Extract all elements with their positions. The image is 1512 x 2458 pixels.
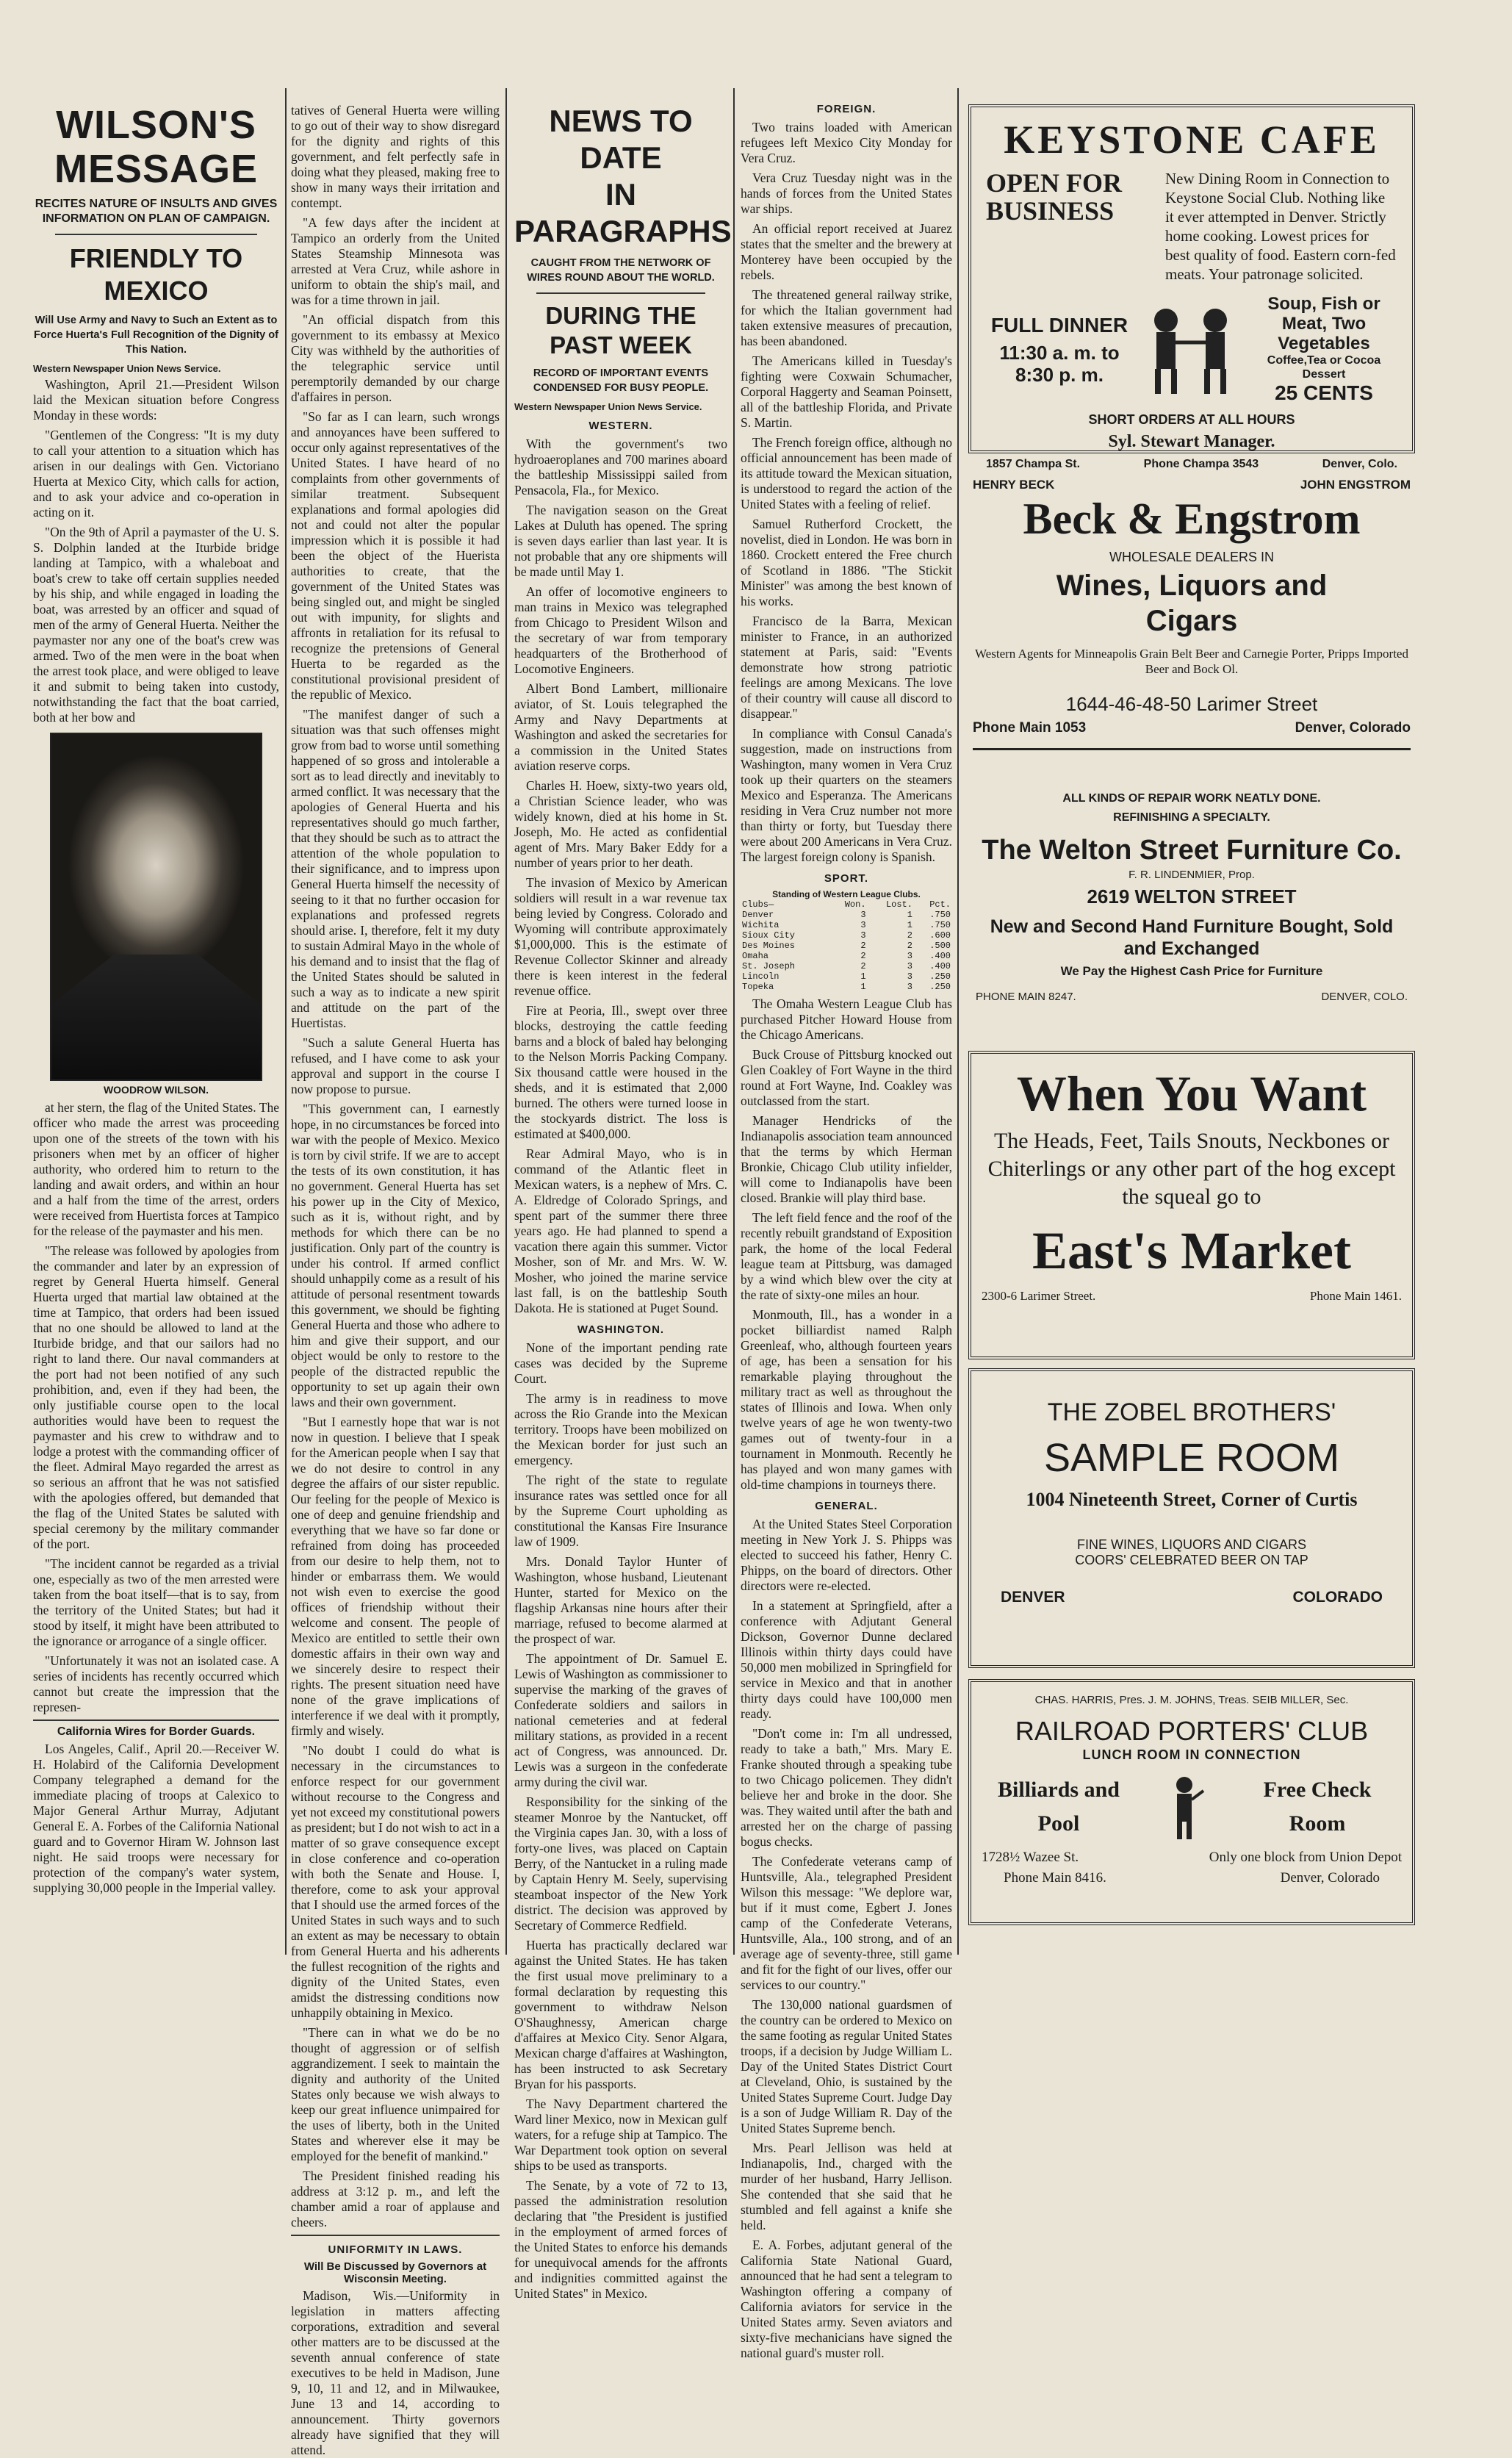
club-name: Topeka (742, 982, 774, 992)
paragraph: Two trains loaded with American refugees left Mexico City Monday for Vera Cruz. (741, 120, 952, 165)
paragraph: The Senate, by a vote of 72 to 13, passed the administration resolution declaring that "the President is justified in the employment of armed forces of the United States to enforce his demands for unequivocal amends for the affronts and indignities committed against the United States" in Mexico. (514, 2178, 727, 2301)
ad-phone: Phone Main 1461. (1309, 1289, 1402, 1303)
ad-menu: Soup, Fish or Meat, Two Vegetables (1267, 294, 1380, 353)
paragraph: In compliance with Consul Canada's suggestion, made on instructions from Washington, many women in Vera Cruz took up their quarters on the steamers Mexico and Esperanza. The Americans residing in Vera Cruz number not more than thirty or forty, but Tuesday there were about 200 Americans in Vera Cruz. The largest foreign colony is Spanish. (741, 726, 952, 864)
ad-footer-2 (982, 1870, 1402, 1886)
ad-short-orders: SHORT ORDERS AT ALL HOURS (1088, 412, 1295, 427)
ad-free-check: Free Check (1263, 1778, 1372, 1802)
ad-owner-right: JOHN ENGSTROM (1300, 478, 1411, 492)
paragraph: Mrs. Pearl Jellison was held at Indianapolis, Ind., charged with the murder of her husband, Harry Jellison. She contended that she said that he stumbled and fell against a knife she held. (741, 2141, 952, 2232)
paragraph: At the United States Steel Corporation meeting in New York J. S. Phipps was elected to succeed his father, Henry C. Phipps, on the board of directors. Other directors were re-elected. (741, 1517, 952, 1593)
section-heading: SPORT. (824, 872, 869, 885)
paragraph: The navigation season on the Great Lakes at Duluth has opened. The spring is seven days earlier than last year. It is not probable that any ore shipments will be made until May 1. (514, 503, 727, 579)
paragraph: Mrs. Donald Taylor Hunter of Washington, whose husband, Lieutenant Hunter, started for Mexico on the flagship Arkansas nine hours after their marriage, refused to become alarmed at the prospect of war. (514, 1554, 727, 1646)
portrait-coat (51, 955, 261, 1079)
ad-railroad-porters (968, 1679, 1415, 1925)
photo-caption: WOODROW WILSON. (103, 1084, 209, 1096)
ad-proprietor: F. R. LINDENMIER, Prop. (1128, 869, 1255, 881)
ad-pool: Pool (1037, 1811, 1080, 1836)
club-name: Sioux City (742, 930, 796, 941)
paragraph: "This government can, I earnestly hope, in no circumstances be forced into war with the people of Mexico. Mexico is torn by civil strife. If we are to accept the tests of its own constitution, it has no government. General Huerta has set his power up in the City of Mexico, such as it is, without right, and by methods for which there can be no justification. Only part of the country is under his control. If armed conflict should unhappily come as a result of his attitude of personal resentment towards this government, we should be fighting General Huerta and those who adhere to him and give their support, and our object would be only to restore to the people of the distracted republic the opportunity to set up again their own laws and their own government. (291, 1102, 500, 1409)
paragraph: The left field fence and the roof of the recently rebuilt grandstand of Exposition park, the home of the local Federal league team at Pittsburg, was damaged by a wind which blew over the city at the rate of sixty-one miles an hour. (741, 1210, 952, 1302)
deck: CAUGHT FROM THE NETWORK OF WIRES ROUND ABOUT THE WORLD. (527, 257, 715, 284)
deck: RECITES NATURE OF INSULTS AND GIVES INFORMATION ON PLAN OF CAMPAIGN. (35, 198, 278, 225)
paragraph: The Confederate veterans camp of Huntsville, Ala., telegraphed President Wilson this message: "We deplore war, but if it must come, Egbert J. Jones camp of the Confederate Veterans, Huntsville, Ala., 100 strong, and of an average age of seventy-three, still game and fit for the fight of our lives, offer our services to our country." (741, 1854, 952, 1992)
ad-title: RAILROAD PORTERS' CLUB (1015, 1716, 1369, 1746)
paragraph: None of the important pending rate cases was decided by the Supreme Court. (514, 1340, 727, 1386)
paragraph: Albert Bond Lambert, millionaire aviator, of St. Louis telegraphed the Army and Navy Departments at Washington and asked the secretaries for a commission in the United States aviation reserve corps. (514, 681, 727, 773)
ad-title: Beck & Engstrom (1023, 495, 1361, 543)
paragraph: Los Angeles, Calif., April 20.—Receiver W. H. Holabird of the California Development Company telegraphed a demand for the immediate placing of troops at Calexico to Major General Arthur Murray, Adjutant General E. A. Forbes of the California National guard and to Governor Hiram W. Johnson last night. He said troops were necessary for protection of the company's water system, supplying 30,000 people in the Imperial valley. (33, 1742, 279, 1895)
ad-footer (986, 458, 1397, 471)
wins: 3 (860, 930, 866, 941)
ad-officers: CHAS. HARRIS, Pres. J. M. JOHNS, Treas. SEIB MILLER, Sec. (1034, 1694, 1349, 1706)
column-rule (505, 88, 507, 1955)
headline-friendly: FRIENDLY TO MEXICO (69, 243, 243, 306)
paragraph: Buck Crouse of Pittsburg knocked out Glen Coakley of Fort Wayne in the third round at Fort Wayne, Ind. Coakley was outclassed from the start. (741, 1047, 952, 1108)
club-name: Denver (742, 910, 774, 920)
paragraph: The threatened general railway strike, for which the Italian government had taken extensive measures of precaution, has been abandoned. (741, 287, 952, 348)
ad-fine: FINE WINES, LIQUORS AND CIGARS (1076, 1537, 1307, 1552)
wins: 3 (860, 910, 866, 920)
wire-credit: Western Newspaper Union News Service. (514, 401, 702, 412)
paragraph: Monmouth, Ill., has a wonder in a pocket billiardist named Ralph Greenleaf, who, although fourteen years of age, has been a sensation for his remarkable playing throughout the military tract as well as throughout the states of Illinois and Iowa. When only twelve years of age he won twenty-two games out of twenty-four in a tournament in Monmouth. Recently he has played and won many games with old-time champions in tourneys there. (741, 1307, 952, 1492)
ad-footer (973, 720, 1411, 736)
divider (973, 748, 1411, 750)
paragraph: "So far as I can learn, such wrongs and annoyances have been suffered to occur only against representatives of the United States. I have heard of no complaints from other governments of similar treatment. Subsequent explanations and formal apologies did not and could not alter the popular impression which it is possible it had been the object of the Huerista authorities to create, that the government of the United States was being singled out, and might be singled out with impunity, for slights and affronts in retaliation for its refusal to recognize the pretensions of General Huerta to be regarded as the constitutional provisional president of the republic of Mexico. (291, 409, 500, 702)
ad-description: New and Second Hand Furniture Bought, Sold and Exchanged (990, 916, 1394, 959)
table-header: Won. (844, 899, 866, 910)
column-rule (285, 88, 287, 1955)
ad-footer (993, 1589, 1390, 1606)
wire-credit: Western Newspaper Union News Service. (33, 363, 221, 374)
ad-city: Denver, Colo. (1322, 458, 1397, 470)
ad-cash: We Pay the Highest Cash Price for Furniture (1060, 964, 1323, 978)
table-row (741, 920, 952, 930)
column-1 (33, 103, 279, 1991)
divider (33, 1719, 279, 1721)
paragraph: The right of the state to regulate insurance rates was settled once for all by the Supreme Court upholding as constitutional the Kansas Fire Insurance law of 1909. (514, 1473, 727, 1549)
table-row (741, 961, 952, 971)
table-row (741, 910, 952, 920)
table-row (741, 941, 952, 951)
paragraph: "Such a salute General Huerta has refused, and I have come to ask your approval and support in the course I now propose to pursue. (291, 1035, 500, 1096)
club-name: Omaha (742, 951, 769, 961)
ad-drinks: Coffee,Tea or Cocoa Dessert (1267, 354, 1381, 381)
paragraph: "Gentlemen of the Congress: "It is my duty to call your attention to a situation which has arisen in our dealings with Gen. Victoriano Huerta at Mexico City, which calls for action, and to ask your advice and co-operation in acting on it. (33, 428, 279, 520)
ad-address: 2619 WELTON STREET (1087, 885, 1297, 908)
paragraph: Vera Cruz Tuesday night was in the hands of forces from the United States war ships. (741, 170, 952, 216)
losses: 2 (907, 930, 912, 941)
wins: 3 (860, 920, 866, 930)
paragraph: The 130,000 national guardsmen of the country can be ordered to Mexico on the same footing as regular United States troops, if a decision by Judge William L. Day of the United States District Court at Cleveland, Ohio, is sustained by the United States Supreme Court. Judge Day is a son of Judge William R. Day of the United States Supreme bench. (741, 1997, 952, 2135)
paragraph: "Don't come in: I'm all undressed, ready to take a bath," Mrs. Mary E. Franke shouted through a speaking tube to two Chicago policemen. They didn't believe her and broke in the door. She was. They waited until after the bath and arrested her on the charge of passing bogus checks. (741, 1726, 952, 1849)
ad-name: East's Market (1032, 1221, 1351, 1280)
ad-city: DENVER, COLO. (1321, 991, 1408, 1003)
column-3 (514, 103, 732, 2301)
ad-illustration (1133, 298, 1250, 401)
ad-check-block (1233, 1773, 1402, 1841)
paragraph: Responsibility for the sinking of the steamer Monroe by the Nantucket, off the Virginia capes Jan. 30, with a loss of forty-one lives, was placed on Captain Berry, of the Nantucket in a ruling made by Captain Henry M. Seely, supervising steamboat inspector of the New York district. The decision was approved by Secretary of Commerce Redfield. (514, 1794, 727, 1933)
ad-address: 1644-46-48-50 Larimer Street (1065, 693, 1318, 715)
paragraph: Charles H. Hoew, sixty-two years old, a Christian Science leader, who was widely known, died at his home in St. Joseph, Mo. He acted as confidential agent of Mrs. Mary Baker Eddy for a number of years prior to her death. (514, 778, 727, 870)
ad-price: 25 CENTS (1275, 381, 1373, 404)
percentage: .600 (929, 930, 951, 941)
paragraph: The army is in readiness to move across the Rio Grande into the Mexican territory. Troops have been mobilized on the Mexican border for just such an emergency. (514, 1391, 727, 1467)
ad-beck-engstrom (968, 478, 1415, 772)
paragraph: The Americans killed in Tuesday's fighting were Coxwain Schumacher, Corporal Haggerty and Seaman Poinsett, all of the battleship Florida, and Private S. Martin. (741, 353, 952, 430)
divider (55, 234, 257, 235)
ad-footer (982, 1289, 1402, 1304)
percentage: .250 (929, 971, 951, 982)
table-header: Pct. (929, 899, 951, 910)
section-heading: FOREIGN. (816, 103, 876, 115)
paragraph: E. A. Forbes, adjutant general of the California State National Guard, announced that he had sent a telegram to Washington offering a company of California aviators for service in the United States army. Seven aviators and sixty-five mechanicians have signed the national guard's muster roll. (741, 2238, 952, 2360)
paragraph: "The release was followed by apologies from the commander and later by an expression of regret by General Huerta himself. General Huerta urged that martial law obtained at the time at Tampico, that orders had been issued that no one should be allowed to land at the Iturbide bridge, and that our sailors had no right to land there. Our naval commanders at the port had not been notified of any such prohibition, and, even if they had been, the only justifiable course open to the local authorities would have been to request the paymaster and his crew to withdraw and to lodge a protest with the commanding officer of the fleet. Admiral Mayo regarded the arrest as so serious an affront that he was not satisfied with the apologies offered, but demanded that the flag of the United States be saluted with special ceremony by the military commander of the port. (33, 1243, 279, 1551)
paragraph: "A few days after the incident at Tampico an orderly from the United States Steamship Minnesota was arrested at Vera Cruz, while ashore in uniform to obtain the ship's mail, and was for a time thrown in jail. (291, 215, 500, 307)
paragraph: "The manifest danger of such a situation was that such offenses might grow from bad to worse until something happened of so gross and intolerable a sort as to lead directly and inevitably to armed conflict. It was necessary that the apologies of General Huerta and his representatives should go much farther, that they should be such as to attract the attention of the whole population to their significance, and to impress upon General Huerta himself the necessity of seeing to it that no further occasion for explanations and professed regrets should arise. I, therefore, felt it my duty to sustain Admiral Mayo in the whole of his demand and to insist that the flag of the United States should be saluted in such a way as to indicate a new spirit and attitude on the part of the Huertistas. (291, 707, 500, 1030)
club-name: Wichita (742, 920, 780, 930)
ad-state-right: COLORADO (1292, 1589, 1383, 1606)
wins: 2 (860, 941, 866, 951)
paragraph: The President finished reading his address at 3:12 p. m., and left the chamber amid a roar of applause and cheers. (291, 2168, 500, 2229)
paragraph: "Unfortunately it was not an isolated case. A series of incidents has recently occurred which cannot but create the impression that the represen- (33, 1653, 279, 1714)
section-heading: GENERAL. (815, 1500, 878, 1512)
ad-address: 2300-6 Larimer Street. (982, 1289, 1096, 1303)
ad-address: 1728½ Wazee St. (982, 1850, 1079, 1865)
paragraph: "But I earnestly hope that war is not now in question. I believe that I speak for the American people when I say that we do not desire to control in any degree the affairs of our sister republic. Our feeling for the people of Mexico is one of deep and genuine friendship and everything that we have so far done or refrained from doing has proceeded from our desire to help them, not to hinder or embarrass them. We would not wish even to exercise the good offices of friendship without their welcome and consent. The people of Mexico are entitled to settle their own domestic affairs in their own way and we sincerely desire to respect their rights. The present situation need have none of the grave implications of interference if we deal with it promptly, firmly and wisely. (291, 1415, 500, 1738)
ad-line: REFINISHING A SPECIALTY. (1113, 811, 1270, 824)
wins: 1 (860, 982, 866, 992)
ad-lunch: LUNCH ROOM IN CONNECTION (1082, 1747, 1301, 1762)
section-heading: UNIFORMITY IN LAWS. (328, 2243, 463, 2256)
ad-description: New Dining Room in Connection to Keystone Social Club. Nothing like it ever attempted in Denver. Strictly home cooking. Lowest prices for best quality of food. Eastern corn-fed meats. Your patronage solicited. (1165, 170, 1396, 283)
ad-line: WHOLESALE DEALERS IN (1109, 550, 1275, 564)
ad-open-for-business: OPEN FOR BUSINESS (986, 168, 1122, 226)
paragraph: With the government's two hydroaeroplanes and 700 marines aboard the battleship Mississippi sailed from Pensacola, Fla., for Mexico. (514, 436, 727, 497)
paragraph: An offer of locomotive engineers to man trains in Mexico was telegraphed from Chicago to President Wilson and the secretary of war from temporary headquarters of the Brotherhood of Locomotive Engineers. (514, 584, 727, 676)
headline-news: NEWS TO DATE (549, 104, 693, 175)
ad-zobel-brothers (968, 1368, 1415, 1668)
table-header: Clubs— (742, 899, 774, 910)
ad-phone: Phone Main 8416. (1004, 1870, 1106, 1886)
ad-owners (973, 478, 1411, 492)
column-4 (741, 103, 952, 2360)
league-table-title: Standing of Western League Clubs. (772, 889, 921, 899)
paragraph: Huerta has practically declared war against the United States. He has taken the first usual move preliminary to a formal declaration by requesting this government to withdraw Nelson O'Shaughnessy, American charge d'affaires at Mexico City. Senor Algara, Mexican charge d'affaires at Washington, has been instructed to ask Secretary Bryan for his passports. (514, 1938, 727, 2091)
deck-2: RECORD OF IMPORTANT EVENTS CONDENSED FOR BUSY PEOPLE. (533, 367, 709, 394)
ad-footer-1 (982, 1850, 1402, 1866)
wins: 2 (860, 951, 866, 961)
paragraph: Francisco de la Barra, Mexican minister to France, in an authorized statement at Paris, said: "Events demonstrate how strong patriotic feelings are among Mexicans. The love of their country will cause all discord to disappear." (741, 614, 952, 721)
losses: 1 (907, 910, 912, 920)
ad-title: The Welton Street Furniture Co. (982, 835, 1402, 866)
portrait-photo (50, 733, 262, 1081)
ad-line: THE ZOBEL BROTHERS' (1047, 1398, 1336, 1426)
ad-dinner-block (986, 314, 1133, 386)
paragraph: An official report received at Juarez states that the smelter and the brewery at Monterey have been occupied by the rebels. (741, 221, 952, 282)
paragraph: Fire at Peoria, Ill., swept over three blocks, destroying the cattle feeding barns and a block of baled hay belonging to the Nelson Morris Packing Company. Six thousand cattle were housed in the sheds, and it is estimated that 2,000 burned. The others were turned loose in the stockyards district. The loss is estimated at $400,000. (514, 1003, 727, 1141)
ad-footer (976, 991, 1408, 1003)
losses: 3 (907, 961, 912, 971)
ad-city: Denver, Colorado (1280, 1870, 1380, 1886)
paragraph: at her stern, the flag of the United States. The officer who made the arrest was proceeding upon one of the streets of the town with his prisoners when met by an officer of higher authority, who ordered him to return to the landing and await orders, and within an hour and a half from the time of the arrest, orders were received from Huertista forces at Tampico for the release of the paymaster and his men. (33, 1100, 279, 1238)
wire-headline: California Wires for Border Guards. (57, 1725, 256, 1738)
paragraph: The Navy Department chartered the Ward liner Mexico, now in Mexican gulf waters, for a refuge ship at Tampico. The War Department took option on several ships to be used as transports. (514, 2096, 727, 2173)
ad-coors: COORS' CELEBRATED BEER ON TAP (1075, 1553, 1308, 1567)
paragraph: In a statement at Springfield, after a conference with Adjutant General Dickson, Governor Dunne declared Illinois within thirty days could have 50,000 men mobilized in Springfield for service in Mexico and that in another thirty days could have 100,000 men ready. (741, 1598, 952, 1721)
club-name: Des Moines (742, 941, 796, 951)
table-row (741, 930, 952, 941)
ad-room: Room (1289, 1811, 1346, 1836)
ad-phone: Phone Main 1053 (973, 720, 1087, 736)
ad-description: The Heads, Feet, Tails Snouts, Neckbones or Chiterlings or any other part of the hog except the squeal go to (987, 1129, 1396, 1209)
ad-dinner-title: FULL DINNER (990, 313, 1128, 337)
deck-2: Will Use Army and Navy to Such an Extent as to Force Huerta's Full Recognition of the Dignity of This Nation. (34, 315, 278, 356)
paragraph: "No doubt I could do what is necessary in the circumstances to enforce respect for our government without recourse to the Congress and yet not exceed my constitutional powers as president; but I do not wish to act in a matter of so grave consequence except in close conference and co-operation with both the Senate and House. I, therefore, come to ask your approval that I should use the armed forces of the United States in such ways and to such an extent as may be necessary to obtain from General Huerta and his adherents the fullest recognition of the rights and dignity of the United States, even amidst the distressing conditions now unhappily obtaining in Mexico. (291, 1743, 500, 2020)
ad-menu-block (1250, 294, 1397, 405)
ad-city-left: DENVER (1001, 1589, 1065, 1606)
column-rule (957, 88, 959, 1955)
ad-phone: PHONE MAIN 8247. (976, 991, 1076, 1003)
ad-easts-market (968, 1051, 1415, 1359)
table-header-row (741, 899, 952, 910)
ad-manager: Syl. Stewart Manager. (1108, 432, 1275, 451)
percentage: .400 (929, 951, 951, 961)
paragraph: The Omaha Western League Club has purchased Pitcher Howard House from the Chicago Americans. (741, 996, 952, 1042)
headline-wilsons: WILSON'S (56, 103, 256, 147)
ad-products: Wines, Liquors and Cigars (1056, 569, 1328, 637)
club-name: Lincoln (742, 971, 780, 982)
percentage: .750 (929, 920, 951, 930)
paragraph: Washington, April 21.—President Wilson laid the Mexican situation before Congress Monday in these words: (33, 377, 279, 423)
table-row (741, 951, 952, 961)
paragraph: Manager Hendricks of the Indianapolis association team announced that the terms by which Herman Bronkie, Chicago Club utility infielder, will come to Indianapolis have been closed. Brankie will play third base. (741, 1113, 952, 1205)
percentage: .250 (929, 982, 951, 992)
ad-dinner-hours: 11:30 a. m. to 8:30 p. m. (999, 341, 1120, 386)
ad-line: ALL KINDS OF REPAIR WORK NEATLY DONE. (1062, 792, 1321, 805)
section-heading: WASHINGTON. (577, 1323, 665, 1336)
losses: 1 (907, 920, 912, 930)
wins: 2 (860, 961, 866, 971)
ad-address: 1004 Nineteenth Street, Corner of Curtis (1026, 1489, 1358, 1510)
headline-past-week: DURING THE PAST WEEK (545, 302, 696, 359)
wins: 1 (860, 971, 866, 982)
deck: Will Be Discussed by Governors at Wisconsin Meeting. (303, 2260, 487, 2285)
ad-title: SAMPLE ROOM (1043, 1436, 1340, 1480)
ad-address: 1857 Champa St. (986, 458, 1081, 470)
divider (291, 2235, 500, 2236)
paragraph: Samuel Rutherford Crockett, the novelist, died in London. He was born in 1860. Crockett entered the Free church of Scotland in 1886. "The Stickit Minister" was among the best known of his works. (741, 517, 952, 608)
ad-owner-left: HENRY BECK (973, 478, 1055, 492)
divider (536, 292, 705, 294)
league-standings-table (741, 899, 952, 992)
paragraph: "An official dispatch from this government to its embassy at Mexico City was withheld by the authorities of the telegraphic service until peremptorily demanded by our charge d'affaires in person. (291, 312, 500, 404)
paragraph: Madison, Wis.—Uniformity in legislation in matters affecting corporations, extradition and several other matters are to be discussed at the seventh annual conference of state executives to be held in Madison, June 9, 10, 11 and 12, and in Milwaukee, June 13 and 14, according to announcement. Thirty governors already have signified that they will attend. (291, 2288, 500, 2457)
table-row (741, 982, 952, 992)
percentage: .750 (929, 910, 951, 920)
ad-welton-furniture (968, 792, 1415, 1046)
paragraph: "There can in what we do be no thought of aggression or of selfish aggrandizement. I seek to maintain the dignity and authority of the United States only because we wish always to keep our great influence unimpaired for the uses of liberty, both in the United States and wherever else it may be employed for the benefit of mankind." (291, 2025, 500, 2163)
percentage: .400 (929, 961, 951, 971)
section-heading: WESTERN. (588, 420, 653, 432)
ad-billiards-block (982, 1773, 1136, 1841)
paragraph: "The incident cannot be regarded as a trivial one, especially as two of the men arrested were taken from the boat itself—that is to say, from the territory of the United States; but had it stood by itself, it might have been attributed to the ignorance or arrogance of a single officer. (33, 1556, 279, 1648)
paragraph: The invasion of Mexico by American soldiers will result in a war revenue tax being levied by Congress. Colorado and Wyoming will contribute approximately $1,000,000. This is the estimate of Revenue Collector Skinner and already there is keen interest in the federal revenue office. (514, 875, 727, 998)
ad-title: KEYSTONE CAFE (1004, 118, 1380, 162)
losses: 2 (907, 941, 912, 951)
ad-block: Only one block from Union Depot (1209, 1850, 1402, 1865)
club-name: St. Joseph (742, 961, 796, 971)
ad-city: Denver, Colorado (1295, 720, 1411, 736)
column-rule (733, 88, 735, 1955)
porter-figure-icon (1162, 1773, 1206, 1841)
headline-paragraphs: IN PARAGRAPHS (514, 177, 732, 248)
paragraph: The appointment of Dr. Samuel E. Lewis of Washington as commissioner to supervise the marking of the graves of Confederate soldiers and sailors in national cemeteries and at federal military stations, as provided in a recent act of Congress, was announced. Dr. Lewis was a surgeon in the confederate army during the civil war. (514, 1651, 727, 1789)
losses: 3 (907, 982, 912, 992)
table-row (741, 971, 952, 982)
column-2 (291, 103, 500, 2457)
losses: 3 (907, 971, 912, 982)
paragraph: The French foreign office, although no official announcement has been made of its attitude toward the Mexican situation, is understood to regard the action of the United States with a feeling of relief. (741, 435, 952, 511)
ad-features (982, 1773, 1402, 1841)
percentage: .500 (929, 941, 951, 951)
ad-title: When You Want (1016, 1066, 1367, 1121)
dancing-figures-icon (1133, 298, 1250, 401)
ad-billiards: Billiards and (998, 1778, 1120, 1802)
table-header: Lost. (885, 899, 912, 910)
headline-message: MESSAGE (54, 147, 259, 191)
paragraph: Rear Admiral Mayo, who is in command of the Atlantic fleet in Mexican waters, is a nephew of Mrs. C. A. Eldredge of Colorado Springs, and spent part of the summer there three years ago. He had planned to spend a vacation there again this summer. Victor Mosher, son of Mr. and Mrs. W. W. Mosher, who joined the marine service last fall, is on the battleship South Dakota. He is stationed at Puget Sound. (514, 1146, 727, 1315)
ad-keystone-cafe (968, 104, 1415, 470)
paragraph: "On the 9th of April a paymaster of the U. S. S. Dolphin landed at the Iturbide bridge landing at Tampico, with a whaleboat and boat's crew to take off certain supplies needed by his ship, and while engaged in loading the boat, was arrested by an officer and squad of men of the army of General Huerta. Neither the paymaster nor any one of the boat's crew was armed. Two of the men were in the boat when the arrest took place, and were obliged to leave it and submit to being taken into custody, notwithstanding the fact that the boat carried, both at her bow and (33, 525, 279, 725)
paragraph: tatives of General Huerta were willing to go out of their way to show disregard for the dignity and rights of this government, and felt perfectly safe in doing what they pleased, making free to show in many ways their irritation and contempt. (291, 103, 500, 210)
ad-phone: Phone Champa 3543 (1143, 458, 1259, 470)
ad-agents: Western Agents for Minneapolis Grain Belt Beer and Carnegie Porter, Pripps Imported Beer and Bock Ol. (975, 647, 1408, 676)
losses: 3 (907, 951, 912, 961)
